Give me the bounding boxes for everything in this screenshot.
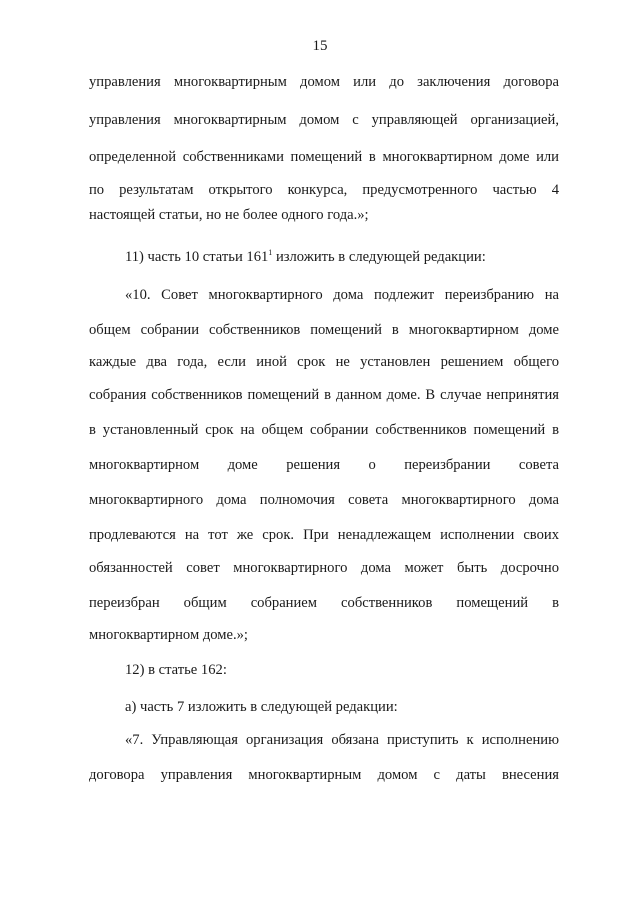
text-line-8: общем собрании собственников помещений в многоквартирном доме — [89, 322, 559, 338]
text-line-20: «7. Управляющая организация обязана приступить к исполнению — [125, 732, 559, 748]
text-line-17: многоквартирном доме.»; — [89, 627, 248, 643]
text-line-10: собрания собственников помещений в данном доме. В случае непринятия — [89, 387, 559, 403]
text-line-3: определенной собственниками помещений в многоквартирном доме или — [89, 149, 559, 165]
text-line-14: продлеваются на тот же срок. При ненадлежащем исполнении своих — [89, 527, 559, 543]
text-line-21: договора управления многоквартирным домом с даты внесения — [89, 767, 559, 783]
article-ref-tail: изложить в следующей редакции: — [272, 249, 486, 265]
text-line-1: управления многоквартирным домом или до заключения договора — [89, 74, 559, 90]
text-line-5: настоящей статьи, но не более одного года.»; — [89, 207, 369, 223]
text-line-16: переизбран общим собранием собственников помещений в — [89, 595, 559, 611]
article-ref: 11) часть 10 статьи 161 — [125, 249, 269, 265]
text-line-18: 12) в статье 162: — [125, 662, 227, 678]
text-line-6 — [125, 247, 559, 267]
text-line-13: многоквартирного дома полномочия совета многоквартирного дома — [89, 492, 559, 508]
text-line-7: «10. Совет многоквартирного дома подлежит переизбранию на — [125, 287, 559, 303]
text-line-15: обязанностей совет многоквартирного дома может быть досрочно — [89, 560, 559, 576]
text-line-4: по результатам открытого конкурса, предусмотренного частью 4 — [89, 182, 559, 198]
text-line-9: каждые два года, если иной срок не установлен решением общего — [89, 354, 559, 370]
text-line-12: многоквартирном доме решения о переизбрании совета — [89, 457, 559, 473]
text-line-2: управления многоквартирным домом с управляющей организацией, — [89, 112, 559, 128]
text-line-19: а) часть 7 изложить в следующей редакции: — [125, 699, 398, 715]
text-line-11: в установленный срок на общем собрании собственников помещений в — [89, 422, 559, 438]
page-number: 15 — [312, 38, 328, 54]
superscript: 1 — [268, 248, 273, 257]
